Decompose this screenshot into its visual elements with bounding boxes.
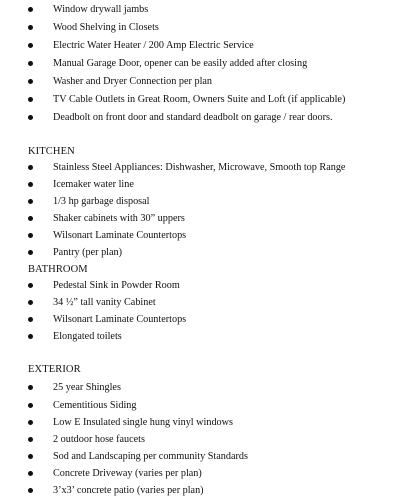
section-heading-kitchen: KITCHEN <box>28 146 75 157</box>
list-item-text: Washer and Dryer Connection per plan <box>53 76 213 87</box>
bullet-icon <box>28 216 33 221</box>
bullet-icon <box>28 61 33 66</box>
list-item-text: Wilsonart Laminate Countertops <box>53 230 187 241</box>
bullet-icon <box>28 437 33 442</box>
bullet-icon <box>28 300 33 305</box>
bullet-icon <box>28 334 33 339</box>
list-item-text: 34 ½” tall vanity Cabinet <box>53 297 156 308</box>
list-item-text: TV Cable Outlets in Great Room, Owners Suite and Loft (if applicable) <box>53 94 346 105</box>
list-item-text: Manual Garage Door, opener can be easily added after closing <box>53 58 308 69</box>
list-item-text: Elongated toilets <box>53 331 122 342</box>
bullet-icon <box>28 199 33 204</box>
list-item-text: Deadbolt on front door and standard deadbolt on garage / rear doors. <box>53 112 333 123</box>
list-item-text: 3’x3’ concrete patio (varies per plan) <box>53 485 204 496</box>
bullet-icon <box>28 43 33 48</box>
list-item-text: Low E Insulated single hung vinyl windows <box>53 417 233 428</box>
list-item-text: Electric Water Heater / 200 Amp Electric Service <box>53 40 254 51</box>
bullet-icon <box>28 471 33 476</box>
list-item-text: Wilsonart Laminate Countertops <box>53 314 187 325</box>
list-item-text: Icemaker water line <box>53 179 134 190</box>
bullet-icon <box>28 385 33 390</box>
list-item-text: Shaker cabinets with 30” uppers <box>53 213 185 224</box>
section-heading-bathroom: BATHROOM <box>28 264 88 275</box>
list-item-text: Window drywall jambs <box>53 4 149 15</box>
bullet-icon <box>28 454 33 459</box>
list-item-text: Wood Shelving in Closets <box>53 22 159 33</box>
list-item-text: 2 outdoor hose faucets <box>53 434 145 445</box>
bullet-icon <box>28 233 33 238</box>
list-item-text: Pantry (per plan) <box>53 247 123 258</box>
list-item-text: 1/3 hp garbage disposal <box>53 196 150 207</box>
bullet-icon <box>28 420 33 425</box>
bullet-icon <box>28 7 33 12</box>
bullet-icon <box>28 165 33 170</box>
bullet-icon <box>28 283 33 288</box>
list-item-text: Pedestal Sink in Powder Room <box>53 280 180 291</box>
list-item-text: Concrete Driveway (varies per plan) <box>53 468 202 479</box>
bullet-icon <box>28 403 33 408</box>
bullet-icon <box>28 25 33 30</box>
bullet-icon <box>28 317 33 322</box>
bullet-icon <box>28 115 33 120</box>
list-item-text: Stainless Steel Appliances: Dishwasher, Microwave, Smooth top Range <box>53 162 346 173</box>
bullet-icon <box>28 97 33 102</box>
list-item-text: Sod and Landscaping per community Standards <box>53 451 248 462</box>
bullet-icon <box>28 250 33 255</box>
list-item-text: 25 year Shingles <box>53 382 121 393</box>
bullet-icon <box>28 79 33 84</box>
bullet-icon <box>28 488 33 493</box>
section-heading-exterior: EXTERIOR <box>28 364 81 375</box>
bullet-icon <box>28 182 33 187</box>
list-item-text: Cementitious Siding <box>53 400 137 411</box>
